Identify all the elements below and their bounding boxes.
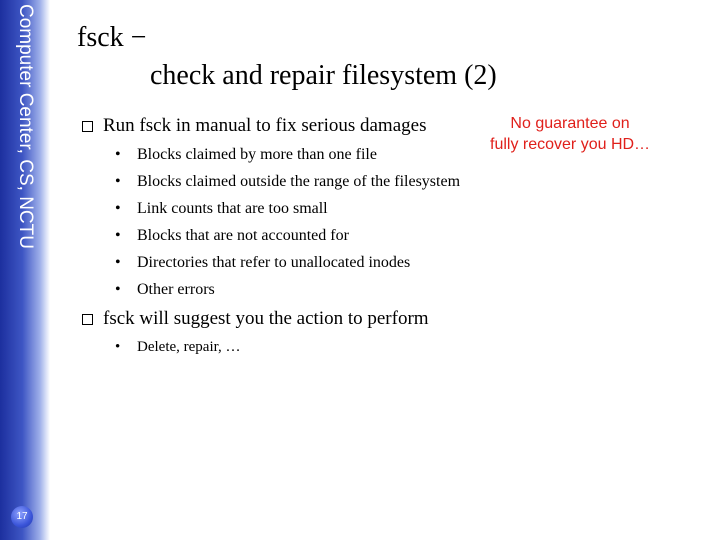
page-number: 17	[11, 506, 33, 528]
sidebar-label: Computer Center, CS, NCTU	[15, 4, 36, 249]
slide-subtitle: check and repair filesystem (2)	[150, 60, 497, 91]
note-line: fully recover you HD…	[490, 136, 651, 153]
sub-bullet-item	[115, 146, 377, 164]
dot-bullet-icon: •	[115, 281, 121, 298]
square-bullet-icon	[82, 121, 93, 132]
dot-bullet-icon: •	[115, 227, 121, 244]
sub-bullet-text: Blocks claimed outside the range of the filesystem	[137, 173, 461, 190]
dot-bullet-icon: •	[115, 146, 121, 163]
dot-bullet-icon: •	[115, 254, 121, 271]
dot-bullet-icon: •	[115, 200, 121, 217]
sub-bullet-text: Directories that refer to unallocated inodes	[137, 254, 411, 271]
sub-bullet-item	[115, 173, 460, 191]
bullet-item	[82, 308, 429, 330]
sub-bullet-text: Blocks claimed by more than one file	[137, 146, 377, 163]
sub-bullet-text: Link counts that are too small	[137, 200, 328, 217]
sub-bullet-text: Blocks that are not accounted for	[137, 227, 349, 244]
bullet-text: fsck will suggest you the action to perform	[103, 308, 429, 329]
sub-bullet-text: Other errors	[137, 281, 215, 298]
sub-bullet-text: Delete, repair, …	[137, 339, 241, 355]
sub-bullet-item	[115, 227, 349, 245]
bullet-item	[82, 115, 426, 137]
note-line: No guarantee on	[510, 115, 630, 132]
dot-bullet-icon: •	[115, 173, 121, 190]
sub-bullet-item	[115, 339, 241, 356]
sidebar	[0, 0, 50, 540]
warning-note	[490, 113, 650, 155]
sub-bullet-item	[115, 200, 328, 218]
dot-bullet-icon: •	[115, 339, 121, 355]
slide-title: fsck −	[77, 22, 147, 53]
square-bullet-icon	[82, 314, 93, 325]
sub-bullet-item	[115, 281, 215, 299]
sub-bullet-item	[115, 254, 410, 272]
bullet-text: Run fsck in manual to fix serious damages	[103, 115, 427, 136]
